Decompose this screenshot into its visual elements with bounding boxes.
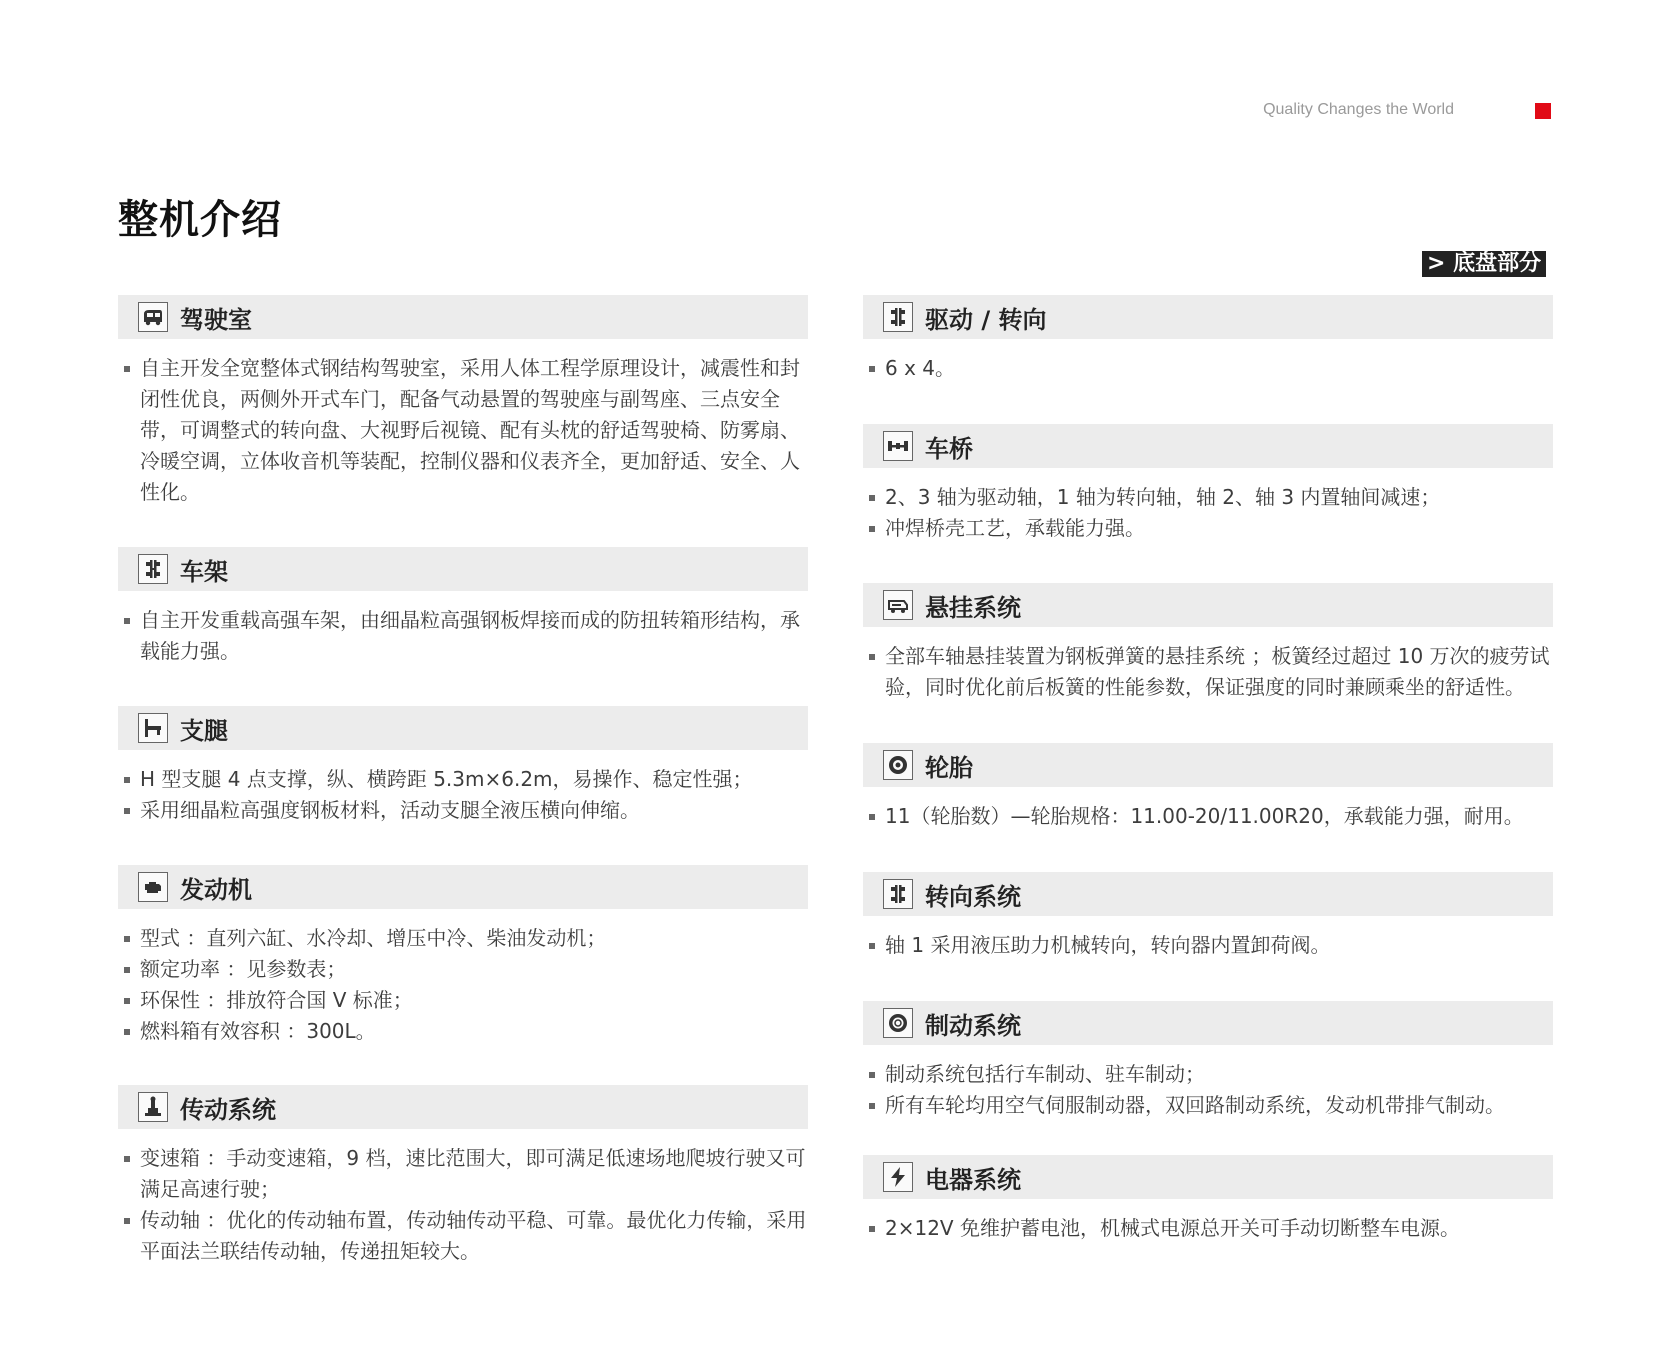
list-item: 轴 1 采用液压助力机械转向，转向器内置卸荷阀。 bbox=[863, 930, 1553, 961]
drive-steering-icon bbox=[883, 302, 913, 332]
section-cab bbox=[118, 295, 808, 508]
section-steering-system bbox=[863, 872, 1553, 961]
list-item: 所有车轮均用空气伺服制动器，双回路制动系统，发动机带排气制动。 bbox=[863, 1090, 1553, 1121]
list-item: 制动系统包括行车制动、驻车制动； bbox=[863, 1059, 1553, 1090]
section-header bbox=[863, 1155, 1553, 1199]
frame-icon bbox=[138, 554, 168, 584]
list-item: 传动轴 ：优化的传动轴布置，传动轴传动平稳、可靠。最优化力传输，采用平面法兰联结传动轴，传递扭矩较大。 bbox=[118, 1205, 808, 1267]
section-title: 制动系统 bbox=[925, 1011, 1021, 1040]
list-item: 2×12V 免维护蓄电池，机械式电源总开关可手动切断整车电源。 bbox=[863, 1213, 1553, 1244]
transmission-icon bbox=[138, 1092, 168, 1122]
section-header bbox=[118, 295, 808, 339]
section-header bbox=[863, 295, 1553, 339]
engine-icon bbox=[138, 872, 168, 902]
section-header bbox=[863, 1001, 1553, 1045]
section-tag: > 底盘部分 bbox=[1422, 251, 1546, 277]
section-header bbox=[118, 1085, 808, 1129]
item-list bbox=[118, 605, 808, 667]
axle-icon bbox=[883, 431, 913, 461]
brake-icon bbox=[883, 1008, 913, 1038]
section-title: 驾驶室 bbox=[180, 305, 252, 334]
item-list bbox=[863, 1059, 1553, 1121]
cab-icon bbox=[138, 302, 168, 332]
list-item: H 型支腿 4 点支撑，纵、横跨距 5.3m×6.2m，易操作、稳定性强； bbox=[118, 764, 808, 795]
list-item: 2、3 轴为驱动轴，1 轴为转向轴，轴 2、轴 3 内置轴间减速； bbox=[863, 482, 1553, 513]
list-item: 自主开发重载高强车架，由细晶粒高强钢板焊接而成的防扭转箱形结构，承载能力强。 bbox=[118, 605, 808, 667]
item-list bbox=[863, 641, 1553, 703]
item-list bbox=[118, 353, 808, 508]
section-engine bbox=[118, 865, 808, 1047]
list-item: 6 x 4。 bbox=[863, 353, 1553, 384]
outrigger-icon bbox=[138, 713, 168, 743]
section-title: 车桥 bbox=[925, 434, 973, 463]
section-title: 驱动 / 转向 bbox=[925, 305, 1047, 334]
item-list bbox=[118, 764, 808, 826]
section-title: 传动系统 bbox=[180, 1095, 276, 1124]
section-header bbox=[118, 706, 808, 750]
item-list bbox=[118, 923, 808, 1047]
section-title: 支腿 bbox=[180, 716, 228, 745]
section-header bbox=[863, 743, 1553, 787]
section-outrigger bbox=[118, 706, 808, 826]
item-list bbox=[118, 1143, 808, 1267]
section-header bbox=[118, 865, 808, 909]
section-header bbox=[118, 547, 808, 591]
list-item: 型式 ：直列六缸、水冷却、增压中冷、柴油发动机； bbox=[118, 923, 808, 954]
lightning-icon bbox=[883, 1162, 913, 1192]
section-axle bbox=[863, 424, 1553, 544]
item-list bbox=[863, 353, 1553, 384]
item-list bbox=[863, 1213, 1553, 1244]
section-title: 转向系统 bbox=[925, 882, 1021, 911]
item-list bbox=[863, 930, 1553, 961]
section-transmission bbox=[118, 1085, 808, 1267]
tagline: Quality Changes the World bbox=[1263, 101, 1454, 118]
page-title: 整机介绍 bbox=[118, 197, 282, 243]
section-title: 车架 bbox=[180, 557, 228, 586]
section-title: 悬挂系统 bbox=[925, 593, 1021, 622]
section-title: 轮胎 bbox=[925, 753, 973, 782]
section-tire bbox=[863, 743, 1553, 832]
list-item: 采用细晶粒高强度钢板材料，活动支腿全液压横向伸缩。 bbox=[118, 795, 808, 826]
list-item: 额定功率 ：见参数表； bbox=[118, 954, 808, 985]
brand-square bbox=[1535, 103, 1551, 119]
list-item: 环保性 ：排放符合国 V 标准； bbox=[118, 985, 808, 1016]
section-title: 电器系统 bbox=[925, 1165, 1021, 1194]
section-header bbox=[863, 424, 1553, 468]
section-frame bbox=[118, 547, 808, 667]
section-drive-steering bbox=[863, 295, 1553, 384]
list-item: 变速箱 ：手动变速箱，9 档，速比范围大，即可满足低速场地爬坡行驶又可满足高速行驶； bbox=[118, 1143, 808, 1205]
list-item: 燃料箱有效容积 ：300L。 bbox=[118, 1016, 808, 1047]
tire-icon bbox=[883, 750, 913, 780]
list-item: 全部车轴悬挂装置为钢板弹簧的悬挂系统 ；板簧经过超过 10 万次的疲劳试验，同时优化前后板簧的性能参数，保证强度的同时兼顾乘坐的舒适性。 bbox=[863, 641, 1553, 703]
section-header bbox=[863, 583, 1553, 627]
item-list bbox=[863, 801, 1553, 832]
list-item: 11（轮胎数）—轮胎规格：11.00-20/11.00R20，承载能力强，耐用。 bbox=[863, 801, 1553, 832]
section-suspension bbox=[863, 583, 1553, 703]
section-electrical bbox=[863, 1155, 1553, 1244]
section-brake bbox=[863, 1001, 1553, 1121]
section-header bbox=[863, 872, 1553, 916]
list-item: 冲焊桥壳工艺，承载能力强。 bbox=[863, 513, 1553, 544]
list-item: 自主开发全宽整体式钢结构驾驶室，采用人体工程学原理设计，减震性和封闭性优良，两侧外开式车门，配备气动悬置的驾驶座与副驾座、三点安全带，可调整式的转向盘、大视野后视镜、配有头枕的舒适驾驶椅、防雾扇、冷暖空调，立体收音机等装配，控制仪器和仪表齐全，更加舒适、安全、人性化。 bbox=[118, 353, 808, 508]
item-list bbox=[863, 482, 1553, 544]
section-title: 发动机 bbox=[180, 875, 252, 904]
suspension-icon bbox=[883, 590, 913, 620]
steering-system-icon bbox=[883, 879, 913, 909]
